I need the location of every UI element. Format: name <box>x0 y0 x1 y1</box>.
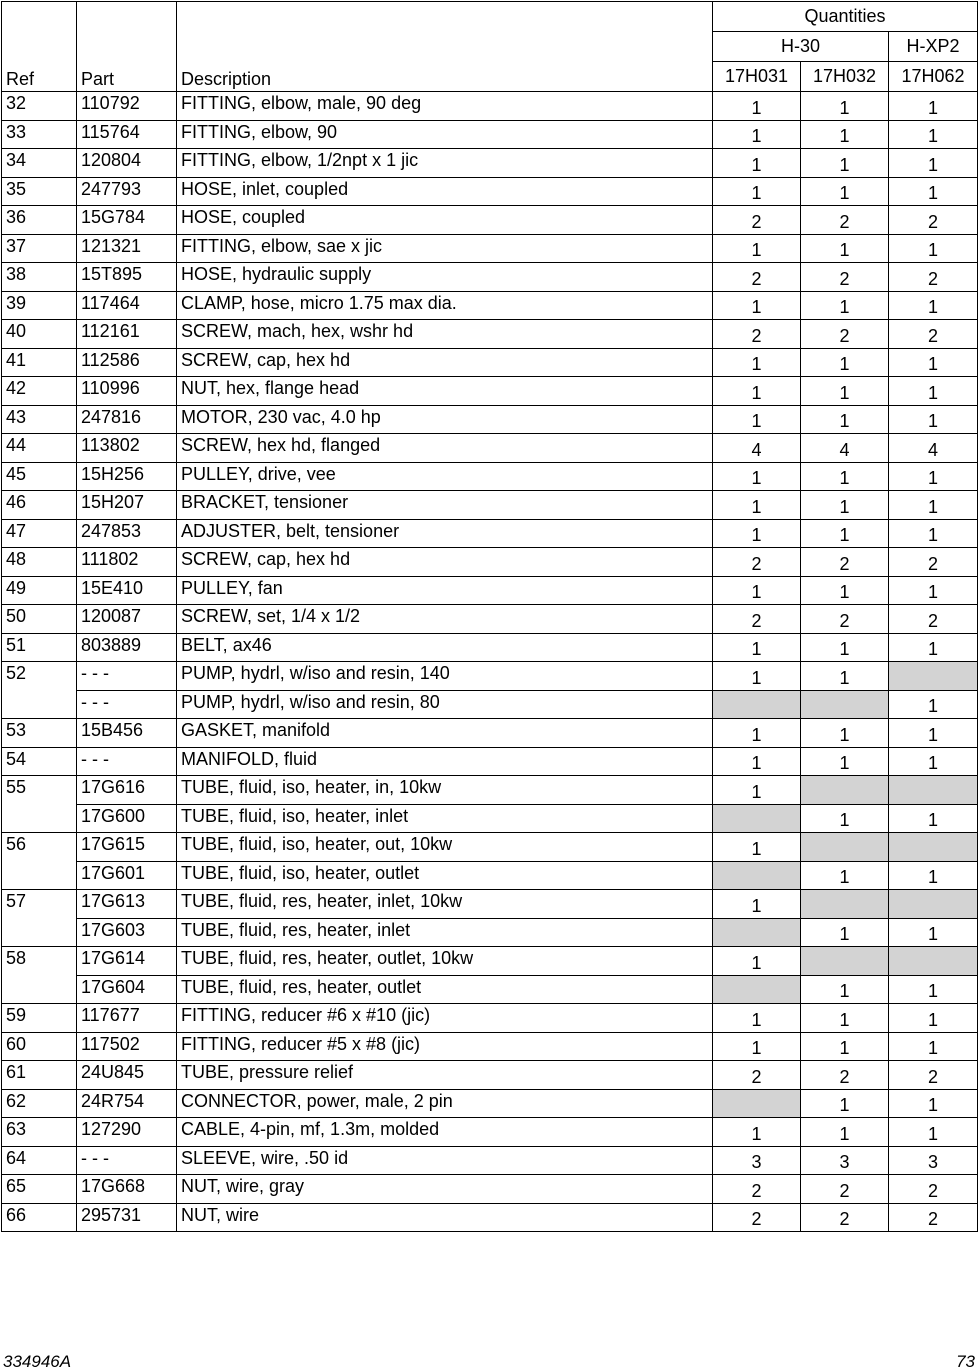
quantity-cell: 2 <box>801 206 889 235</box>
table-row <box>2 947 978 976</box>
quantity-cell: 1 <box>713 747 801 776</box>
quantity-cell: 1 <box>801 975 889 1004</box>
quantity-cell: 2 <box>713 605 801 634</box>
not-applicable-cell <box>713 861 801 890</box>
table-row <box>2 434 978 463</box>
table-row <box>2 405 978 434</box>
quantity-cell: 2 <box>801 263 889 292</box>
part-cell: 15E410 <box>77 576 177 605</box>
table-row <box>2 1032 978 1061</box>
quantity-cell: 2 <box>713 1203 801 1232</box>
quantity-cell: 1 <box>713 776 801 805</box>
description-cell: FITTING, elbow, male, 90 deg <box>177 92 713 121</box>
quantity-cell: 4 <box>713 434 801 463</box>
quantity-cell: 1 <box>801 177 889 206</box>
table-row <box>2 206 978 235</box>
ref-cell: 53 <box>2 719 77 748</box>
table-row <box>2 861 978 890</box>
description-cell: SCREW, cap, hex hd <box>177 548 713 577</box>
ref-cell: 66 <box>2 1203 77 1232</box>
description-cell: SCREW, mach, hex, wshr hd <box>177 320 713 349</box>
ref-cell: 32 <box>2 92 77 121</box>
part-cell: - - - <box>77 747 177 776</box>
quantity-cell: 2 <box>889 263 978 292</box>
table-row <box>2 1146 978 1175</box>
table-row <box>2 776 978 805</box>
description-cell: TUBE, fluid, iso, heater, outlet <box>177 861 713 890</box>
part-cell: 117677 <box>77 1004 177 1033</box>
description-cell: SLEEVE, wire, .50 id <box>177 1146 713 1175</box>
ref-cell: 42 <box>2 377 77 406</box>
part-cell: - - - <box>77 690 177 719</box>
quantity-cell: 1 <box>801 719 889 748</box>
quantity-cell: 2 <box>801 1061 889 1090</box>
quantity-cell: 1 <box>801 662 889 691</box>
quantity-cell: 1 <box>889 234 978 263</box>
description-cell: SCREW, cap, hex hd <box>177 348 713 377</box>
description-cell: CABLE, 4-pin, mf, 1.3m, molded <box>177 1118 713 1147</box>
description-cell: BELT, ax46 <box>177 633 713 662</box>
quantity-cell: 2 <box>889 206 978 235</box>
description-cell: PUMP, hydrl, w/iso and resin, 80 <box>177 690 713 719</box>
not-applicable-cell <box>713 918 801 947</box>
quantity-cell: 1 <box>889 348 978 377</box>
not-applicable-cell <box>889 890 978 919</box>
table-row <box>2 519 978 548</box>
ref-cell: 43 <box>2 405 77 434</box>
table-row <box>2 320 978 349</box>
table-row <box>2 804 978 833</box>
quantity-cell: 1 <box>801 1004 889 1033</box>
quantity-cell: 2 <box>713 206 801 235</box>
header-quantities: Quantities <box>713 2 978 32</box>
parts-rows <box>2 92 978 1232</box>
description-cell: PULLEY, drive, vee <box>177 462 713 491</box>
quantity-cell: 1 <box>801 291 889 320</box>
ref-cell: 52 <box>2 662 77 719</box>
ref-cell: 54 <box>2 747 77 776</box>
table-row <box>2 833 978 862</box>
ref-cell: 64 <box>2 1146 77 1175</box>
not-applicable-cell <box>889 662 978 691</box>
quantity-cell: 1 <box>889 918 978 947</box>
part-cell: 110792 <box>77 92 177 121</box>
description-cell: FITTING, reducer #5 x #8 (jic) <box>177 1032 713 1061</box>
quantity-cell: 1 <box>889 804 978 833</box>
quantity-cell: 1 <box>713 234 801 263</box>
not-applicable-cell <box>713 690 801 719</box>
ref-cell: 36 <box>2 206 77 235</box>
quantity-cell: 1 <box>713 177 801 206</box>
part-cell: 17G613 <box>77 890 177 919</box>
part-cell: - - - <box>77 662 177 691</box>
header-group-h30: H-30 <box>713 32 889 62</box>
quantity-cell: 1 <box>801 149 889 178</box>
part-cell: 115764 <box>77 120 177 149</box>
not-applicable-cell <box>713 1089 801 1118</box>
ref-cell: 47 <box>2 519 77 548</box>
ref-cell: 40 <box>2 320 77 349</box>
quantity-cell: 1 <box>713 633 801 662</box>
header-group-hxp2: H-XP2 <box>889 32 978 62</box>
description-cell: GASKET, manifold <box>177 719 713 748</box>
description-cell: FITTING, elbow, 90 <box>177 120 713 149</box>
quantity-cell: 1 <box>889 719 978 748</box>
header-model: 17H032 <box>801 62 889 92</box>
header-model: 17H031 <box>713 62 801 92</box>
quantity-cell: 1 <box>889 975 978 1004</box>
ref-cell: 48 <box>2 548 77 577</box>
header-part: Part <box>77 2 177 92</box>
ref-cell: 37 <box>2 234 77 263</box>
quantity-cell: 2 <box>801 1203 889 1232</box>
part-cell: 295731 <box>77 1203 177 1232</box>
quantity-cell: 1 <box>889 576 978 605</box>
quantity-cell: 1 <box>801 491 889 520</box>
part-cell: 17G614 <box>77 947 177 976</box>
table-row <box>2 377 978 406</box>
description-cell: HOSE, coupled <box>177 206 713 235</box>
description-cell: HOSE, hydraulic supply <box>177 263 713 292</box>
quantity-cell: 2 <box>801 605 889 634</box>
quantity-cell: 4 <box>889 434 978 463</box>
description-cell: TUBE, pressure relief <box>177 1061 713 1090</box>
description-cell: NUT, hex, flange head <box>177 377 713 406</box>
ref-cell: 34 <box>2 149 77 178</box>
part-cell: 24U845 <box>77 1061 177 1090</box>
part-cell: 127290 <box>77 1118 177 1147</box>
quantity-cell: 1 <box>801 405 889 434</box>
ref-cell: 51 <box>2 633 77 662</box>
quantity-cell: 2 <box>713 1175 801 1204</box>
ref-cell: 35 <box>2 177 77 206</box>
quantity-cell: 1 <box>889 861 978 890</box>
description-cell: TUBE, fluid, iso, heater, out, 10kw <box>177 833 713 862</box>
quantity-cell: 1 <box>801 1118 889 1147</box>
quantity-cell: 4 <box>801 434 889 463</box>
quantity-cell: 2 <box>889 320 978 349</box>
description-cell: CLAMP, hose, micro 1.75 max dia. <box>177 291 713 320</box>
quantity-cell: 2 <box>713 263 801 292</box>
ref-cell: 59 <box>2 1004 77 1033</box>
table-row <box>2 548 978 577</box>
not-applicable-cell <box>713 975 801 1004</box>
quantity-cell: 1 <box>889 405 978 434</box>
quantity-cell: 1 <box>713 291 801 320</box>
not-applicable-cell <box>889 947 978 976</box>
quantity-cell: 1 <box>889 1118 978 1147</box>
table-row <box>2 605 978 634</box>
quantity-cell: 1 <box>713 491 801 520</box>
table-row <box>2 1004 978 1033</box>
quantity-cell: 2 <box>889 1203 978 1232</box>
quantity-cell: 1 <box>801 92 889 121</box>
table-row <box>2 662 978 691</box>
description-cell: BRACKET, tensioner <box>177 491 713 520</box>
part-cell: 15H256 <box>77 462 177 491</box>
quantity-cell: 3 <box>713 1146 801 1175</box>
not-applicable-cell <box>713 804 801 833</box>
ref-cell: 44 <box>2 434 77 463</box>
part-cell: 121321 <box>77 234 177 263</box>
quantity-cell: 2 <box>889 605 978 634</box>
part-cell: 247816 <box>77 405 177 434</box>
table-row <box>2 1175 978 1204</box>
quantity-cell: 1 <box>801 576 889 605</box>
table-row <box>2 120 978 149</box>
ref-cell: 55 <box>2 776 77 833</box>
description-cell: TUBE, fluid, iso, heater, in, 10kw <box>177 776 713 805</box>
table-row <box>2 690 978 719</box>
quantity-cell: 1 <box>801 918 889 947</box>
table-row <box>2 890 978 919</box>
ref-cell: 39 <box>2 291 77 320</box>
quantity-cell: 2 <box>801 320 889 349</box>
quantity-cell: 1 <box>889 1089 978 1118</box>
ref-cell: 33 <box>2 120 77 149</box>
table-row <box>2 747 978 776</box>
description-cell: HOSE, inlet, coupled <box>177 177 713 206</box>
description-cell: FITTING, elbow, sae x jic <box>177 234 713 263</box>
quantity-cell: 2 <box>713 320 801 349</box>
part-cell: 117464 <box>77 291 177 320</box>
quantity-cell: 1 <box>801 804 889 833</box>
quantity-cell: 1 <box>713 519 801 548</box>
quantity-cell: 1 <box>889 462 978 491</box>
ref-cell: 60 <box>2 1032 77 1061</box>
description-cell: FITTING, elbow, 1/2npt x 1 jic <box>177 149 713 178</box>
quantity-cell: 2 <box>713 1061 801 1090</box>
table-row <box>2 633 978 662</box>
description-cell: MANIFOLD, fluid <box>177 747 713 776</box>
ref-cell: 38 <box>2 263 77 292</box>
quantity-cell: 1 <box>889 633 978 662</box>
ref-cell: 58 <box>2 947 77 1004</box>
ref-cell: 49 <box>2 576 77 605</box>
quantity-cell: 2 <box>889 1061 978 1090</box>
quantity-cell: 1 <box>713 149 801 178</box>
ref-cell: 50 <box>2 605 77 634</box>
quantity-cell: 1 <box>713 947 801 976</box>
part-cell: 117502 <box>77 1032 177 1061</box>
not-applicable-cell <box>801 947 889 976</box>
part-cell: 24R754 <box>77 1089 177 1118</box>
table-row <box>2 92 978 121</box>
page-number: 73 <box>956 1352 975 1371</box>
quantity-cell: 1 <box>801 120 889 149</box>
table-row <box>2 1203 978 1232</box>
quantity-cell: 1 <box>713 120 801 149</box>
description-cell: FITTING, reducer #6 x #10 (jic) <box>177 1004 713 1033</box>
table-row <box>2 491 978 520</box>
quantity-cell: 1 <box>801 519 889 548</box>
quantity-cell: 1 <box>713 833 801 862</box>
part-cell: 17G601 <box>77 861 177 890</box>
quantity-cell: 2 <box>713 548 801 577</box>
quantity-cell: 1 <box>889 1004 978 1033</box>
header-description: Description <box>177 2 713 92</box>
description-cell: SCREW, hex hd, flanged <box>177 434 713 463</box>
quantity-cell: 1 <box>889 747 978 776</box>
ref-cell: 45 <box>2 462 77 491</box>
part-cell: 15T895 <box>77 263 177 292</box>
quantity-cell: 1 <box>889 92 978 121</box>
quantity-cell: 1 <box>713 348 801 377</box>
part-cell: 803889 <box>77 633 177 662</box>
description-cell: PULLEY, fan <box>177 576 713 605</box>
not-applicable-cell <box>889 776 978 805</box>
quantity-cell: 1 <box>713 719 801 748</box>
quantity-cell: 3 <box>801 1146 889 1175</box>
header-model: 17H062 <box>889 62 978 92</box>
description-cell: SCREW, set, 1/4 x 1/2 <box>177 605 713 634</box>
table-row <box>2 918 978 947</box>
quantity-cell: 1 <box>713 462 801 491</box>
table-row <box>2 1061 978 1090</box>
table-row <box>2 975 978 1004</box>
part-cell: 120087 <box>77 605 177 634</box>
part-cell: 17G600 <box>77 804 177 833</box>
table-row <box>2 1089 978 1118</box>
table-row <box>2 462 978 491</box>
quantity-cell: 1 <box>889 149 978 178</box>
description-cell: PUMP, hydrl, w/iso and resin, 140 <box>177 662 713 691</box>
table-row <box>2 1118 978 1147</box>
description-cell: MOTOR, 230 vac, 4.0 hp <box>177 405 713 434</box>
quantity-cell: 1 <box>801 1032 889 1061</box>
not-applicable-cell <box>801 776 889 805</box>
part-cell: 17G668 <box>77 1175 177 1204</box>
part-cell: 247793 <box>77 177 177 206</box>
quantity-cell: 1 <box>713 405 801 434</box>
not-applicable-cell <box>801 890 889 919</box>
part-cell: 17G616 <box>77 776 177 805</box>
quantity-cell: 1 <box>713 1004 801 1033</box>
description-cell: NUT, wire, gray <box>177 1175 713 1204</box>
part-cell: 15G784 <box>77 206 177 235</box>
description-cell: NUT, wire <box>177 1203 713 1232</box>
quantity-cell: 1 <box>801 633 889 662</box>
description-cell: TUBE, fluid, res, heater, inlet <box>177 918 713 947</box>
quantity-cell: 1 <box>801 1089 889 1118</box>
header-ref: Ref <box>2 2 77 92</box>
quantity-cell: 1 <box>889 690 978 719</box>
part-cell: 112161 <box>77 320 177 349</box>
quantity-cell: 1 <box>889 1032 978 1061</box>
doc-number: 334946A <box>3 1352 72 1371</box>
part-cell: 112586 <box>77 348 177 377</box>
part-cell: 247853 <box>77 519 177 548</box>
quantity-cell: 1 <box>713 576 801 605</box>
description-cell: CONNECTOR, power, male, 2 pin <box>177 1089 713 1118</box>
description-cell: ADJUSTER, belt, tensioner <box>177 519 713 548</box>
table-row <box>2 348 978 377</box>
quantity-cell: 1 <box>713 1032 801 1061</box>
table-row <box>2 234 978 263</box>
quantity-cell: 1 <box>801 377 889 406</box>
ref-cell: 61 <box>2 1061 77 1090</box>
quantity-cell: 1 <box>713 1118 801 1147</box>
table-row <box>2 149 978 178</box>
quantity-cell: 2 <box>801 1175 889 1204</box>
quantity-cell: 1 <box>713 890 801 919</box>
part-cell: - - - <box>77 1146 177 1175</box>
table-row <box>2 576 978 605</box>
quantity-cell: 1 <box>801 234 889 263</box>
ref-cell: 41 <box>2 348 77 377</box>
quantity-cell: 1 <box>713 377 801 406</box>
quantity-cell: 2 <box>889 548 978 577</box>
part-cell: 120804 <box>77 149 177 178</box>
part-cell: 113802 <box>77 434 177 463</box>
not-applicable-cell <box>801 690 889 719</box>
part-cell: 15H207 <box>77 491 177 520</box>
table-row <box>2 177 978 206</box>
part-cell: 111802 <box>77 548 177 577</box>
part-cell: 17G603 <box>77 918 177 947</box>
quantity-cell: 1 <box>889 377 978 406</box>
part-cell: 15B456 <box>77 719 177 748</box>
quantity-cell: 1 <box>801 348 889 377</box>
ref-cell: 56 <box>2 833 77 890</box>
quantity-cell: 2 <box>801 548 889 577</box>
quantity-cell: 1 <box>713 662 801 691</box>
ref-cell: 57 <box>2 890 77 947</box>
description-cell: TUBE, fluid, iso, heater, inlet <box>177 804 713 833</box>
quantity-cell: 1 <box>713 92 801 121</box>
table-row <box>2 719 978 748</box>
ref-cell: 63 <box>2 1118 77 1147</box>
ref-cell: 62 <box>2 1089 77 1118</box>
part-cell: 17G615 <box>77 833 177 862</box>
table-row <box>2 291 978 320</box>
ref-cell: 46 <box>2 491 77 520</box>
description-cell: TUBE, fluid, res, heater, inlet, 10kw <box>177 890 713 919</box>
quantity-cell: 1 <box>889 120 978 149</box>
table-row <box>2 263 978 292</box>
quantity-cell: 1 <box>801 861 889 890</box>
ref-cell: 65 <box>2 1175 77 1204</box>
part-cell: 110996 <box>77 377 177 406</box>
not-applicable-cell <box>801 833 889 862</box>
part-cell: 17G604 <box>77 975 177 1004</box>
quantity-cell: 1 <box>889 177 978 206</box>
quantity-cell: 1 <box>889 291 978 320</box>
quantity-cell: 1 <box>889 491 978 520</box>
description-cell: TUBE, fluid, res, heater, outlet <box>177 975 713 1004</box>
parts-table <box>1 1 978 1232</box>
description-cell: TUBE, fluid, res, heater, outlet, 10kw <box>177 947 713 976</box>
not-applicable-cell <box>889 833 978 862</box>
quantity-cell: 1 <box>889 519 978 548</box>
quantity-cell: 1 <box>801 462 889 491</box>
quantity-cell: 1 <box>801 747 889 776</box>
quantity-cell: 2 <box>889 1175 978 1204</box>
quantity-cell: 3 <box>889 1146 978 1175</box>
